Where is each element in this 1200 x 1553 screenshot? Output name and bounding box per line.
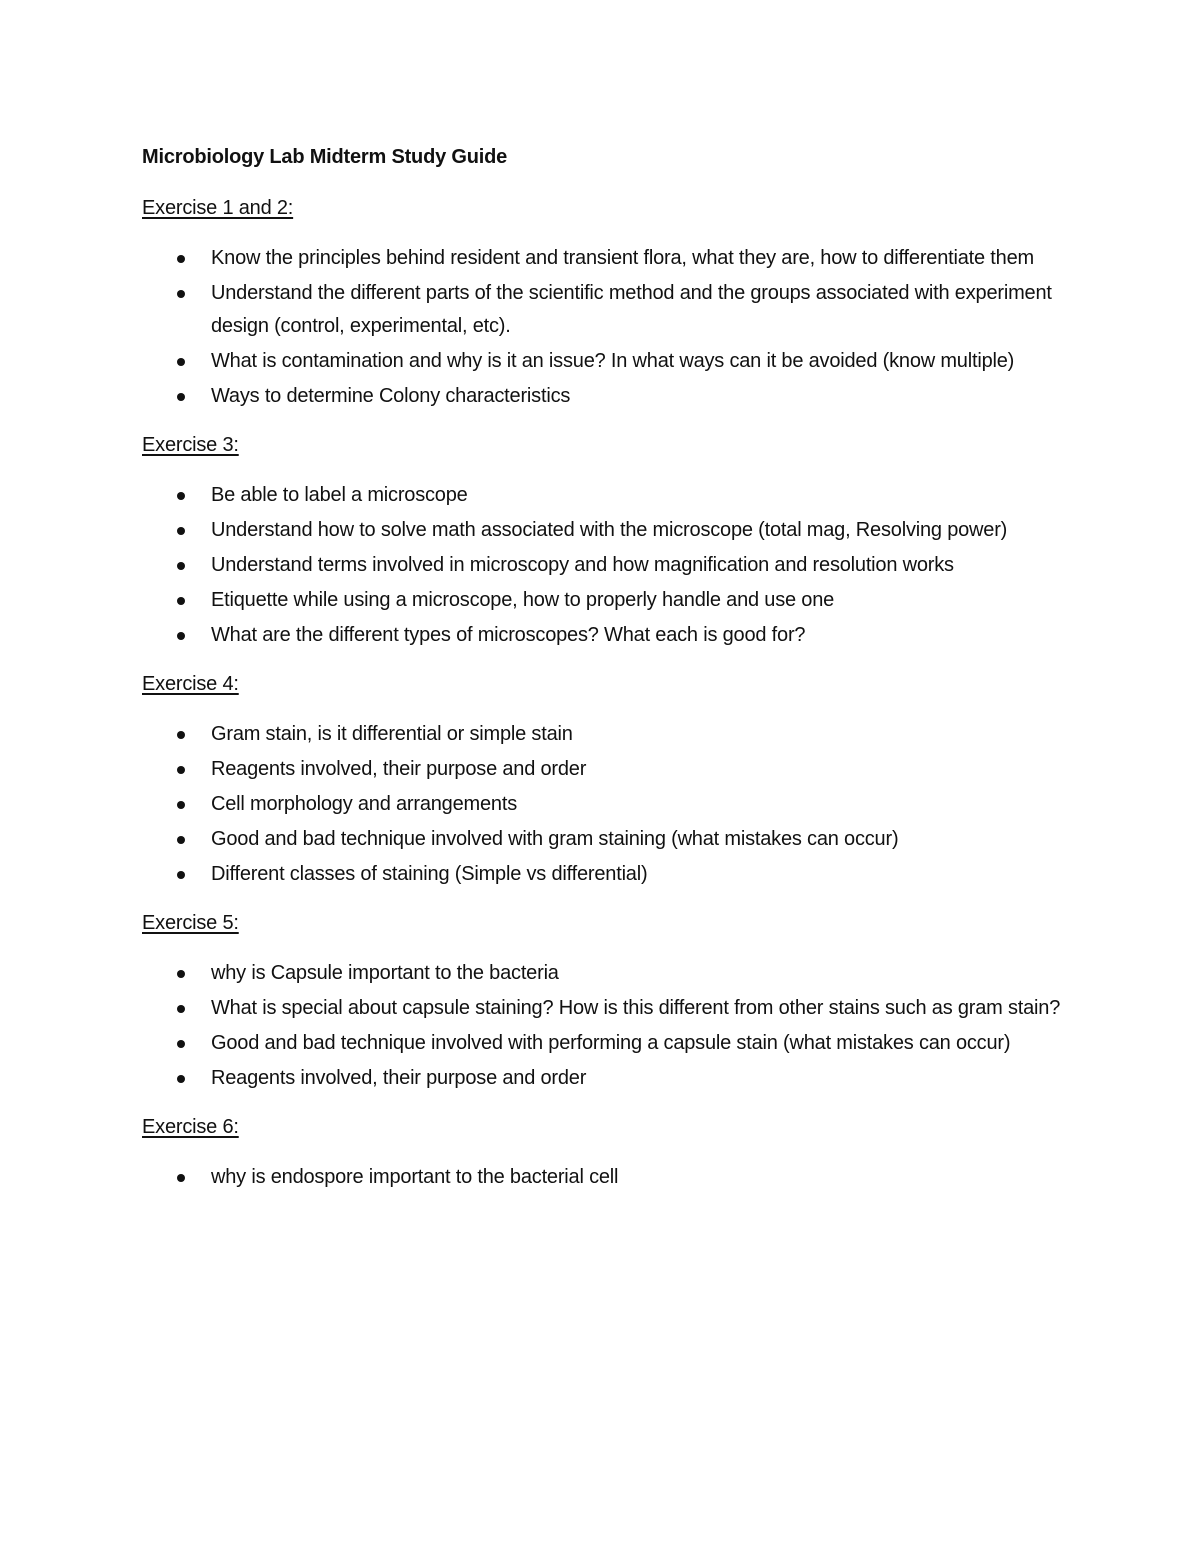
bullet-icon	[177, 527, 185, 535]
list-item	[142, 753, 1062, 786]
list-item	[142, 584, 1062, 617]
section-heading-exercise-4: Exercise 4:	[142, 673, 239, 695]
list-item	[142, 345, 1062, 378]
list-item	[142, 514, 1062, 547]
bullet-icon	[177, 393, 185, 401]
list-item	[142, 380, 1062, 413]
bullet-icon	[177, 255, 185, 263]
list-item-text: Understand how to solve math associated with the microscope (total mag, Resolving power)	[211, 519, 1008, 541]
list-item	[142, 1161, 1062, 1194]
list-item	[142, 788, 1062, 821]
section-heading-exercise-1-2: Exercise 1 and 2:	[142, 197, 294, 219]
document-content	[142, 143, 1062, 1212]
bullet-icon	[177, 1174, 185, 1182]
bullet-list	[142, 1161, 1062, 1194]
section-heading-exercise-5: Exercise 5:	[142, 912, 239, 934]
list-item-text: Cell morphology and arrangements	[211, 793, 517, 815]
list-item	[142, 479, 1062, 512]
bullet-icon	[177, 766, 185, 774]
list-item	[142, 957, 1062, 990]
list-item-text: Good and bad technique involved with performing a capsule stain (what mistakes can occur)	[211, 1032, 1011, 1054]
bullet-icon	[177, 1040, 185, 1048]
list-item-text: What is contamination and why is it an issue? In what ways can it be avoided (know multiple)	[211, 350, 1015, 372]
bullet-icon	[177, 597, 185, 605]
bullet-icon	[177, 1075, 185, 1083]
list-item	[142, 1027, 1062, 1060]
bullet-icon	[177, 871, 185, 879]
bullet-icon	[177, 731, 185, 739]
list-item-text: Understand terms involved in microscopy and how magnification and resolution works	[211, 554, 954, 576]
list-item-text: Ways to determine Colony characteristics	[211, 385, 571, 407]
list-item-text: What are the different types of microscopes? What each is good for?	[211, 624, 806, 646]
section-heading-exercise-3: Exercise 3:	[142, 434, 239, 456]
list-item-text: Understand the different parts of the scientific method and the groups associated with experiment design (control, experimental, etc).	[211, 282, 1052, 337]
list-item	[142, 1062, 1062, 1095]
bullet-icon	[177, 801, 185, 809]
list-item	[142, 858, 1062, 891]
bullet-list	[142, 718, 1062, 891]
bullet-list	[142, 479, 1062, 652]
bullet-icon	[177, 970, 185, 978]
list-item-text: Reagents involved, their purpose and order	[211, 1067, 587, 1089]
bullet-icon	[177, 836, 185, 844]
bullet-list	[142, 957, 1062, 1095]
bullet-list	[142, 242, 1062, 413]
list-item	[142, 619, 1062, 652]
list-item	[142, 549, 1062, 582]
list-item	[142, 823, 1062, 856]
list-item-text: Gram stain, is it differential or simple stain	[211, 723, 573, 745]
list-item-text: why is Capsule important to the bacteria	[211, 962, 559, 984]
section-heading-exercise-6: Exercise 6:	[142, 1116, 239, 1138]
bullet-icon	[177, 492, 185, 500]
bullet-icon	[177, 632, 185, 640]
list-item-text: Know the principles behind resident and transient flora, what they are, how to differentiate them	[211, 247, 1034, 269]
list-item	[142, 277, 1062, 343]
list-item	[142, 992, 1062, 1025]
list-item	[142, 242, 1062, 275]
bullet-icon	[177, 358, 185, 366]
list-item-text: Good and bad technique involved with gram staining (what mistakes can occur)	[211, 828, 899, 850]
list-item-text: Reagents involved, their purpose and order	[211, 758, 587, 780]
document-title: Microbiology Lab Midterm Study Guide	[142, 146, 508, 168]
bullet-icon	[177, 290, 185, 298]
bullet-icon	[177, 1005, 185, 1013]
list-item-text: Be able to label a microscope	[211, 484, 468, 506]
bullet-icon	[177, 562, 185, 570]
list-item-text: Different classes of staining (Simple vs differential)	[211, 863, 648, 885]
list-item-text: why is endospore important to the bacterial cell	[211, 1166, 619, 1188]
list-item-text: What is special about capsule staining? How is this different from other stains such as gram stain?	[211, 997, 1061, 1019]
list-item-text: Etiquette while using a microscope, how to properly handle and use one	[211, 589, 835, 611]
list-item	[142, 718, 1062, 751]
